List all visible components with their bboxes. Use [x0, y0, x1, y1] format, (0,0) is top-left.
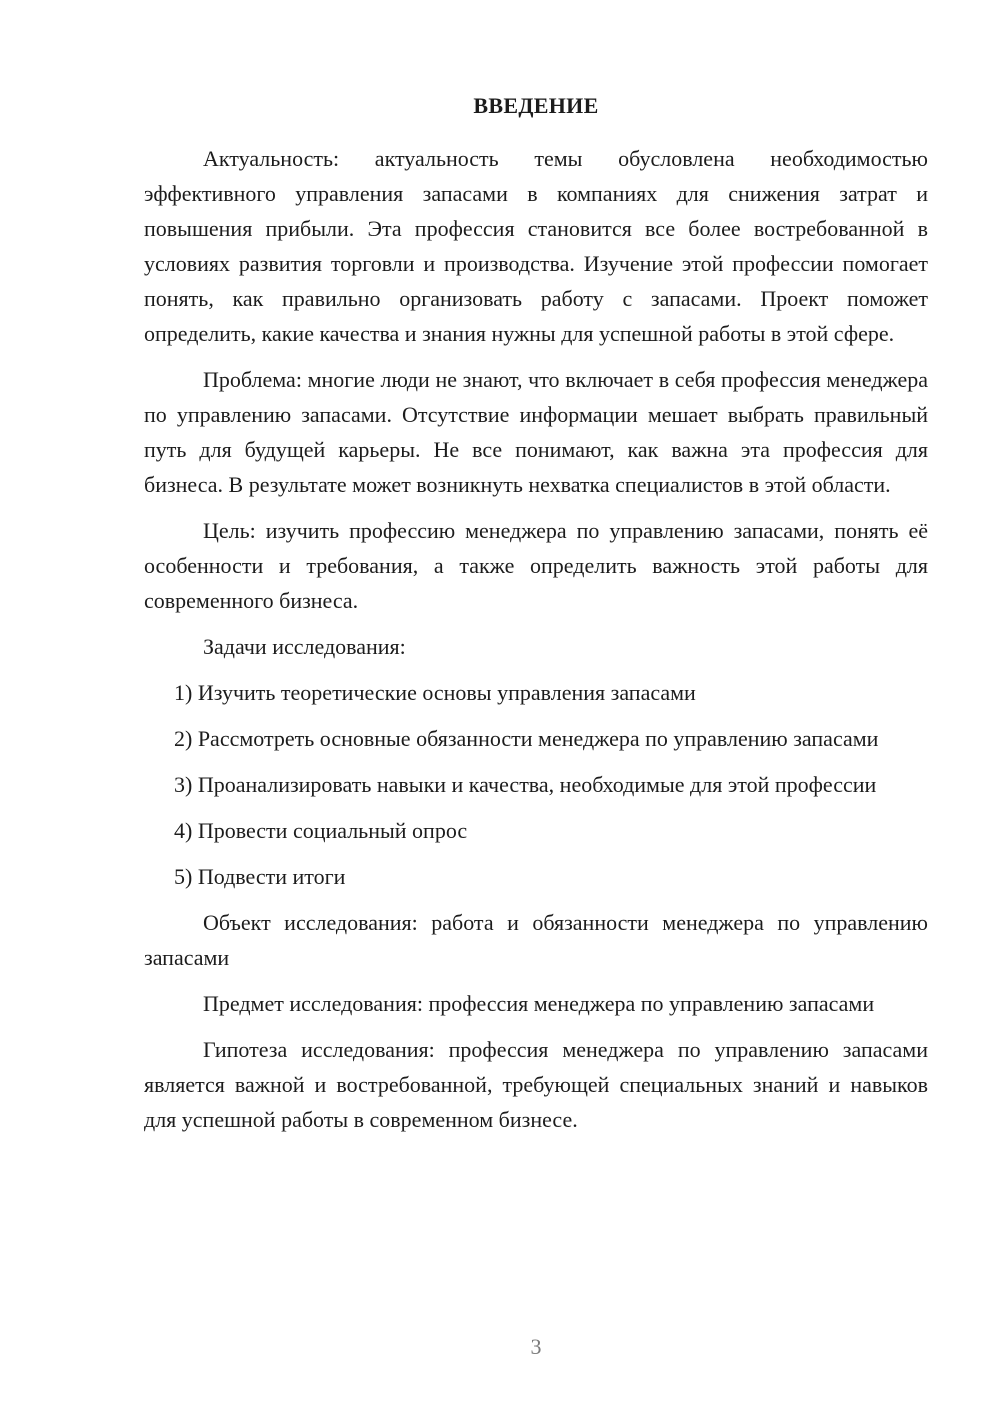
relevance-paragraph: Актуальность: актуальность темы обусловлена необходимостью эффективного управления запасами в компаниях для снижения затрат и повышения прибыли. Эта профессия становится все более востребованной в условиях развития торговли и производства. Изучение этой профессии помогает понять, как правильно организовать работу с запасами. Проект поможет определить, какие качества и знания нужны для успешной работы в этой сфере. — [144, 146, 928, 346]
object-paragraph: Объект исследования: работа и обязанности менеджера по управлению запасами — [144, 910, 928, 970]
list-item: 5) Подвести итоги — [174, 864, 346, 889]
problem-paragraph: Проблема: многие люди не знают, что включает в себя профессия менеджера по управлению запасами. Отсутствие информации мешает выбрать правильный путь для будущей карьеры. Не все понимают, как важна эта профессия для бизнеса. В результате может возникнуть нехватка специалистов в этой области. — [144, 367, 928, 497]
page-content — [144, 88, 928, 1148]
list-item: 4) Провести социальный опрос — [174, 818, 468, 843]
page-title: ВВЕДЕНИЕ — [473, 93, 599, 118]
list-item: 3) Проанализировать навыки и качества, необходимые для этой профессии — [174, 772, 877, 797]
goal-paragraph: Цель: изучить профессию менеджера по управлению запасами, понять её особенности и требования, а также определить важность этой работы для современного бизнеса. — [144, 518, 928, 613]
hypothesis-paragraph: Гипотеза исследования: профессия менеджера по управлению запасами является важной и востребованной, требующей специальных знаний и навыков для успешной работы в современном бизнесе. — [144, 1037, 928, 1132]
list-item: 2) Рассмотреть основные обязанности менеджера по управлению запасами — [174, 726, 879, 751]
tasks-list — [144, 675, 928, 894]
subject-paragraph: Предмет исследования: профессия менеджера по управлению запасами — [203, 991, 875, 1016]
page-number: 3 — [530, 1334, 542, 1359]
tasks-heading: Задачи исследования: — [203, 634, 406, 659]
list-item: 1) Изучить теоретические основы управления запасами — [174, 680, 696, 705]
